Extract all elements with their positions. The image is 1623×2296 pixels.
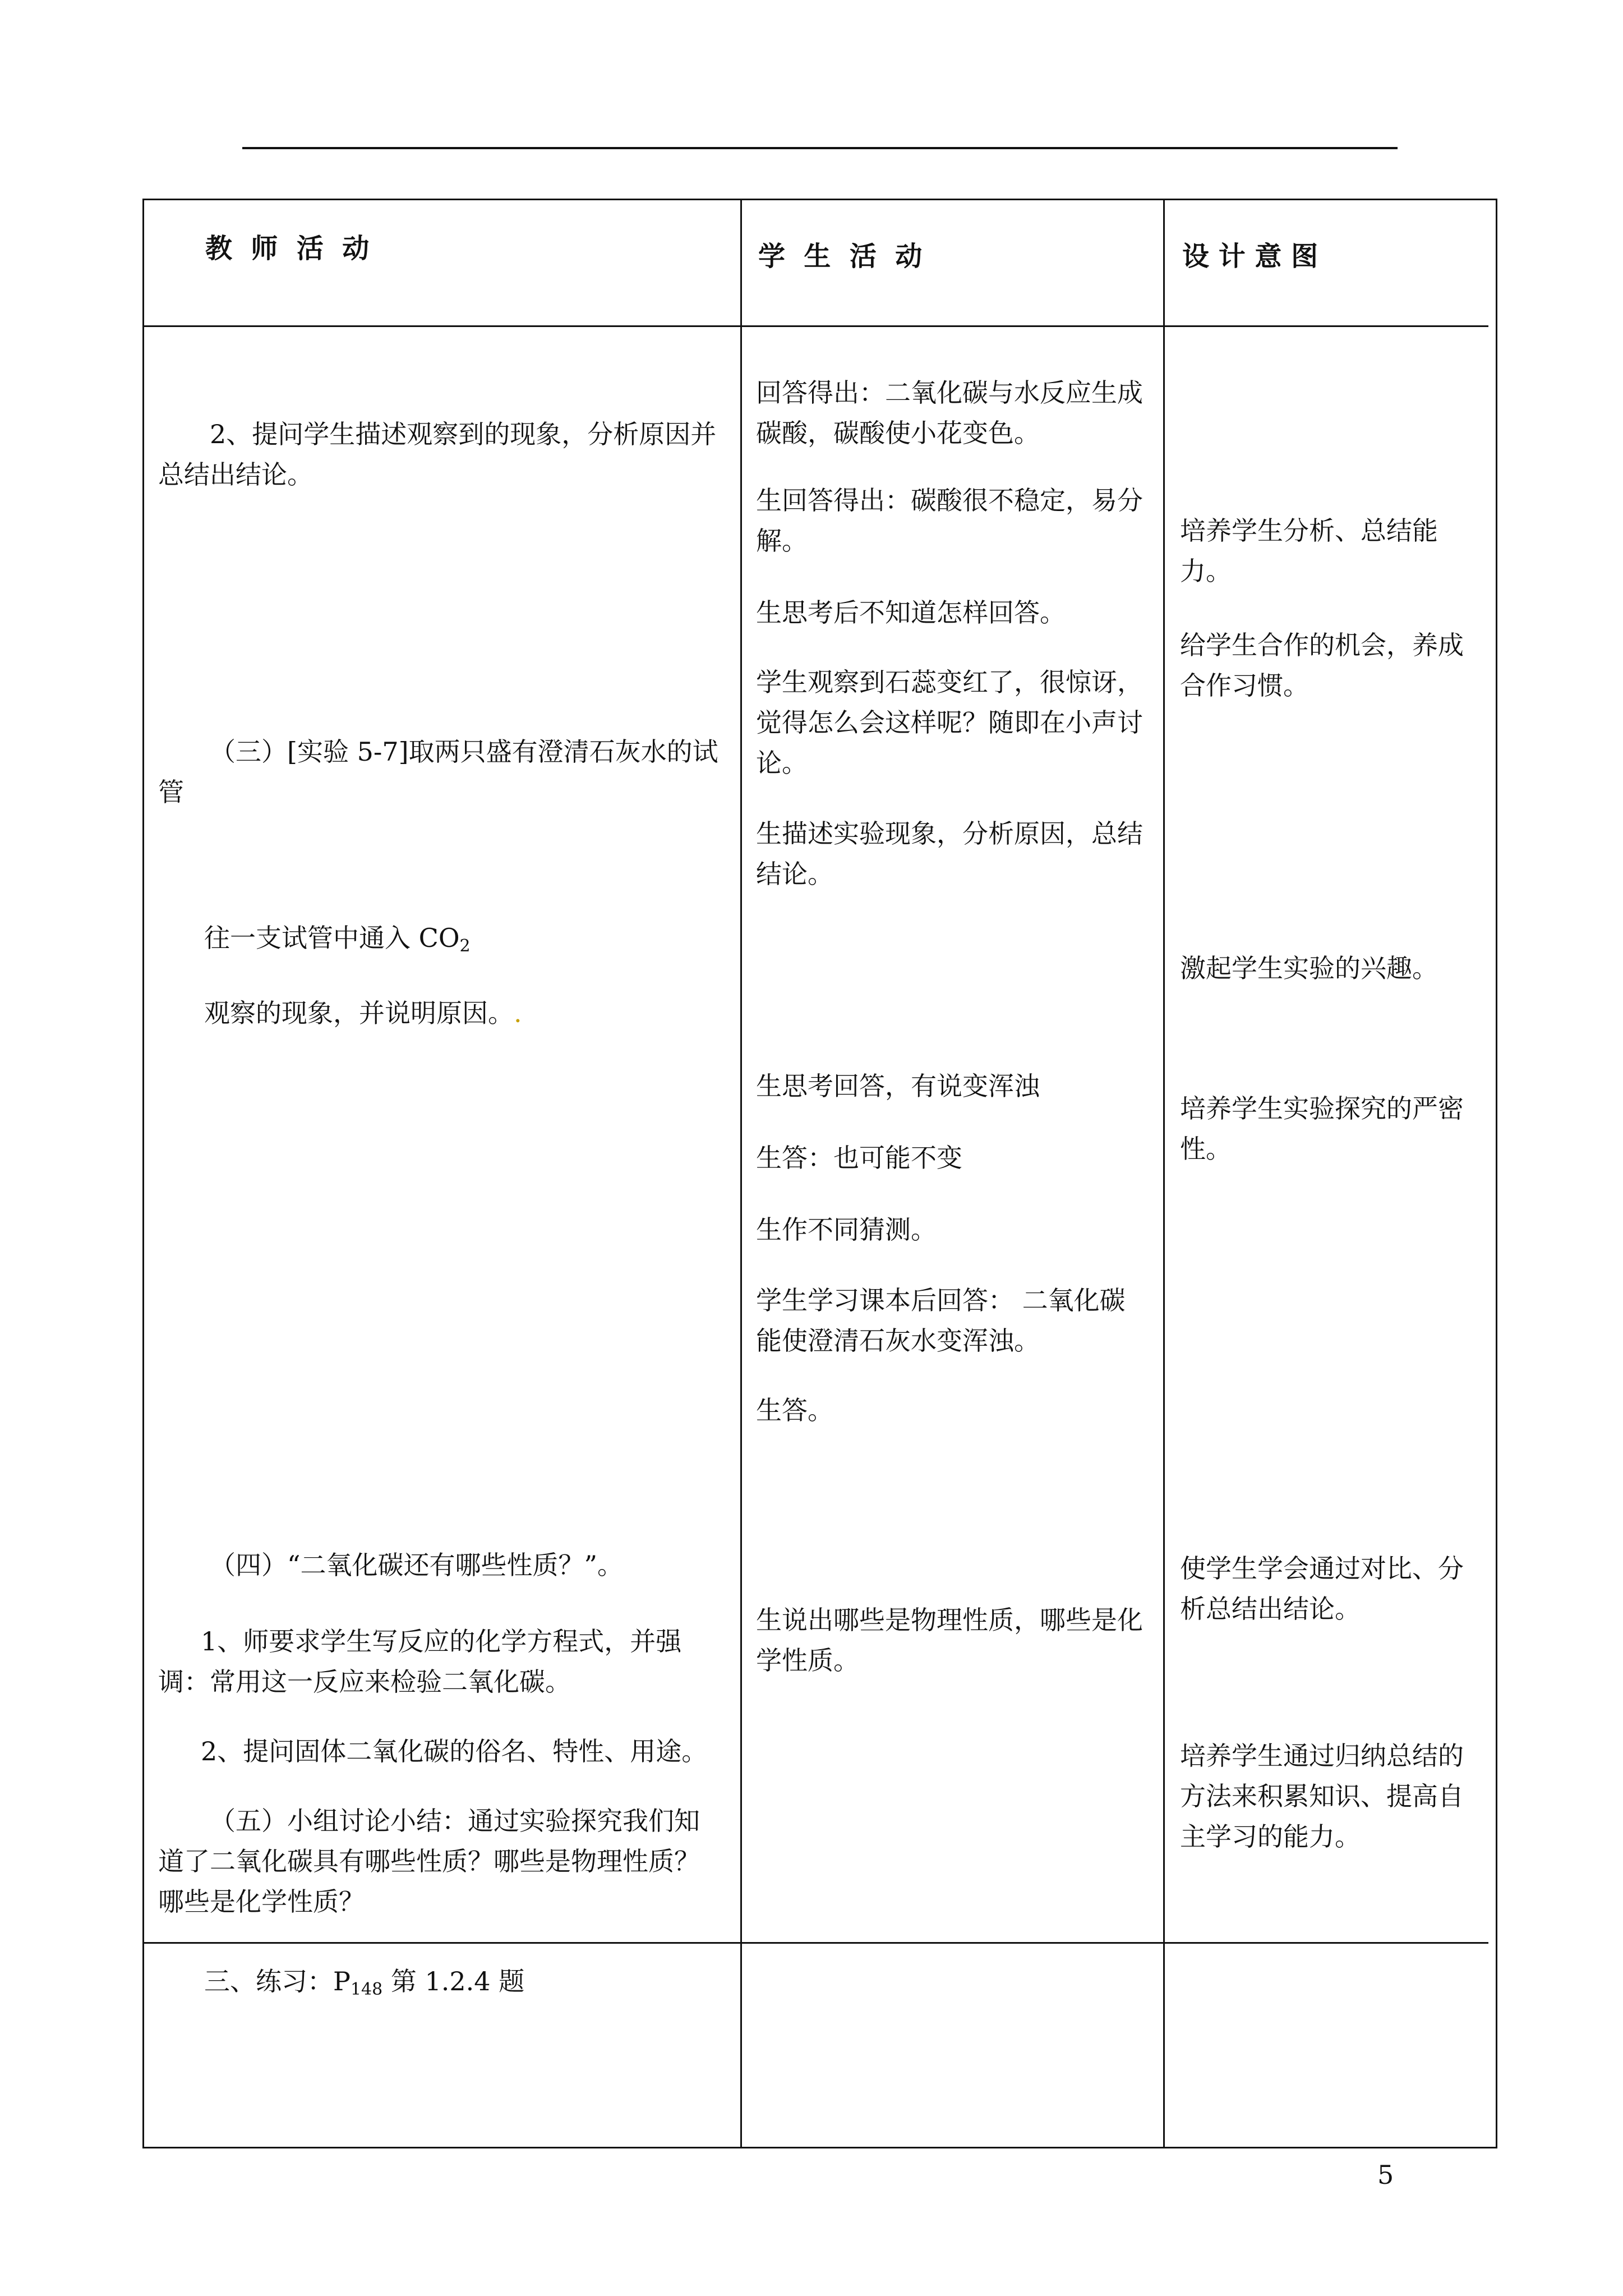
teacher-section-4-item-2: 2、提问固体二氧化碳的俗名、特性、用途。	[201, 1736, 708, 1766]
student-answer-6: 生思考回答，有说变浑浊	[756, 1071, 1040, 1101]
student-answer-3: 生思考后不知道怎样回答。	[756, 597, 1066, 628]
header-row-divider	[142, 325, 1488, 327]
design-intent-2: 给学生合作的机会，养成合作习惯。	[1180, 630, 1464, 701]
design-intent-3: 激起学生实验的兴趣。	[1180, 953, 1438, 983]
student-answer-7: 生答：也可能不变	[756, 1143, 962, 1173]
teacher-section-4-title: （四）“二氧化碳还有哪些性质？”。	[210, 1550, 624, 1580]
student-answer-10: 生答。	[756, 1395, 833, 1425]
student-answer-1: 回答得出：二氧化碳与水反应生成碳酸，碳酸使小花变色。	[756, 378, 1143, 448]
teacher-question-2: 2、提问学生描述观察到的现象，分析原因并总结出结论。	[158, 419, 717, 490]
student-answer-11: 生说出哪些是物理性质，哪些是化学性质。	[756, 1605, 1143, 1676]
header-rule	[242, 147, 1398, 149]
teacher-experiment-title: （三）[实验 5-7]取两只盛有澄清石灰水的试管	[158, 737, 718, 807]
page-number: 5	[1377, 2160, 1394, 2190]
design-intent-1: 培养学生分析、总结能力。	[1180, 516, 1438, 586]
design-intent-6: 培养学生通过归纳总结的方法来积累知识、提高自主学习的能力。	[1180, 1741, 1464, 1852]
student-answer-4: 学生观察到石蕊变红了，很惊讶，觉得怎么会这样呢？随即在小声讨论。	[756, 667, 1143, 778]
design-intent-5: 使学生学会通过对比、分析总结出结论。	[1180, 1553, 1464, 1624]
column-header-design: 设 计 意 图	[1182, 241, 1318, 272]
student-answer-9: 学生学习课本后回答： 二氧化碳能使澄清石灰水变浑浊。	[756, 1285, 1126, 1356]
column-divider-2	[1163, 199, 1165, 2148]
student-answer-2: 生回答得出：碳酸很不稳定，易分解。	[756, 485, 1143, 556]
teacher-section-5: （五）小组讨论小结：通过实验探究我们知道了二氧化碳具有哪些性质？哪些是物理性质？哪些是化学性质？	[158, 1806, 700, 1917]
column-header-student: 学 生 活 动	[758, 241, 923, 272]
student-answer-8: 生作不同猜测。	[756, 1214, 937, 1245]
design-intent-4: 培养学生实验探究的严密性。	[1180, 1093, 1464, 1164]
exercise-row-divider	[142, 1942, 1488, 1944]
column-header-teacher: 教 师 活 动	[205, 233, 370, 264]
student-answer-5: 生描述实验现象，分析原因，总结结论。	[756, 818, 1143, 889]
teacher-experiment-step-2: 观察的现象，并说明原因。.	[204, 998, 522, 1028]
teacher-exercise: 三、练习：$P_{148}$ 第 1.2.4 题	[204, 1966, 525, 1999]
teacher-experiment-step-1: 往一支试管中通入 $CO_2$	[204, 923, 471, 956]
teacher-section-4-item-1: 1、师要求学生写反应的化学方程式，并强调：常用这一反应来检验二氧化碳。	[158, 1626, 682, 1697]
column-divider-1	[740, 199, 742, 2148]
